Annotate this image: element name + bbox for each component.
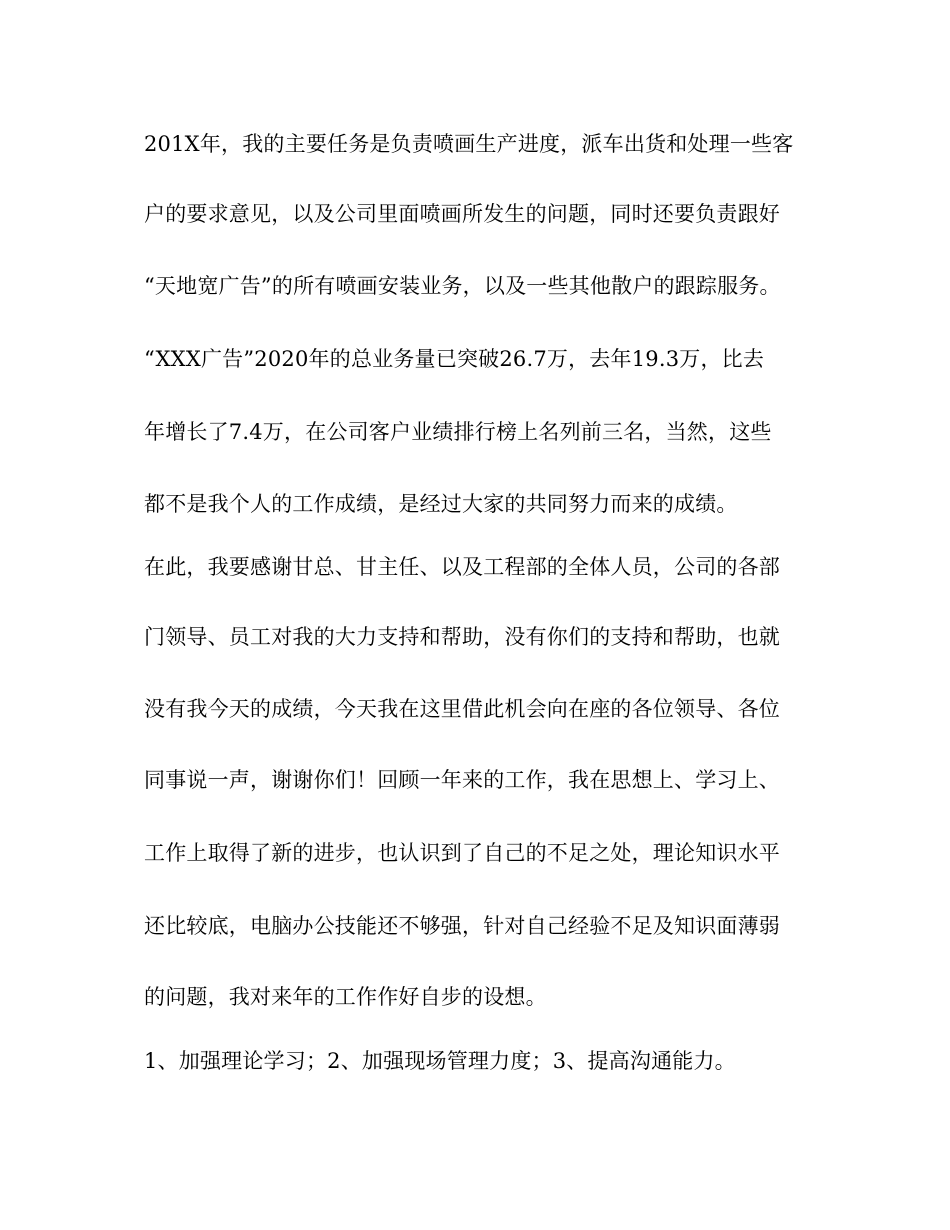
text-line: 工作上取得了新的进步，也认识到了自己的不足之处，理论知识水平 xyxy=(144,841,780,865)
text-line: 年增长了7.4万，在公司客户业绩排行榜上名列前三名，当然，这些 xyxy=(144,420,772,444)
text-line: 户的要求意见，以及公司里面喷画所发生的问题，同时还要负责跟好 xyxy=(144,202,780,226)
text-line: 门领导、员工对我的大力支持和帮助，没有你们的支持和帮助，也就 xyxy=(144,625,780,649)
text-line: “天地宽广告”的所有喷画安装业务，以及一些其他散户的跟踪服务。 xyxy=(144,274,781,298)
text-line: 同事说一声，谢谢你们！回顾一年来的工作，我在思想上、学习上、 xyxy=(144,768,780,792)
text-line: 1、加强理论学习；2、加强现场管理力度；3、提高沟通能力。 xyxy=(144,1049,736,1073)
text-line: 的问题，我对来年的工作作好自步的设想。 xyxy=(144,985,547,1009)
text-line: 没有我今天的成绩，今天我在这里借此机会向在座的各位领导、各位 xyxy=(144,697,780,721)
text-line: 还比较底，电脑办公技能还不够强，针对自己经验不足及知识面薄弱 xyxy=(144,914,780,938)
text-line: “XXX广告”2020年的总业务量已突破26.7万，去年19.3万，比去 xyxy=(144,347,765,371)
text-line: 在此，我要感谢甘总、甘主任、以及工程部的全体人员，公司的各部 xyxy=(144,555,780,579)
text-line: 都不是我个人的工作成绩，是经过大家的共同努力而来的成绩。 xyxy=(144,492,738,516)
text-line: 201X年，我的主要任务是负责喷画生产进度，派车出货和处理一些客 xyxy=(144,132,794,156)
